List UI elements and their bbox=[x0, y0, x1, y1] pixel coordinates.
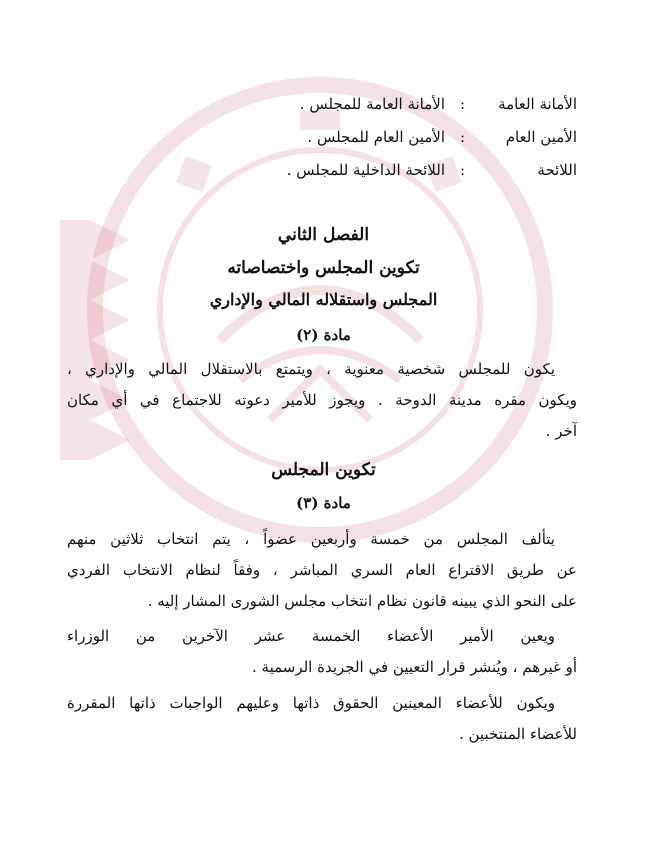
paragraph-line: عن طريق الاقتراع العام السري المباشر ، وفقاً لنظام الانتخاب الفردي bbox=[67, 561, 577, 579]
paragraph-line: ويكون للأعضاء المعينين الحقوق ذاتها وعليهم الواجبات ذاتها المقررة bbox=[67, 694, 555, 712]
definition-colon: : bbox=[459, 161, 465, 179]
paragraph-line: يكون للمجلس شخصية معنوية ، ويتمتع بالاستقلال المالي والإداري ، bbox=[67, 360, 555, 378]
paragraph-line: ويكون مقره مدينة الدوحة . ويجوز للأمير دعوته للاجتماع في أي مكان bbox=[67, 391, 577, 409]
paragraph-line: يتألف المجلس من خمسة وأربعين عضواً ، يتم انتخاب ثلاثين منهم bbox=[67, 530, 555, 548]
section-heading: تكوين المجلس bbox=[271, 460, 376, 480]
paragraph-line: أو غيرهم ، ويُنشر قرار التعيين في الجريدة الرسمية . bbox=[251, 658, 577, 676]
definition-description: الأمانة العامة للمجلس . bbox=[299, 95, 445, 113]
definition-term: الأمين العام bbox=[505, 128, 577, 146]
article-2-text bbox=[67, 354, 577, 447]
definition-term: الأمانة العامة bbox=[498, 95, 577, 113]
definition-description: اللائحة الداخلية للمجلس . bbox=[286, 161, 445, 179]
definition-colon: : bbox=[459, 128, 465, 146]
definition-description: الأمين العام للمجلس . bbox=[307, 128, 445, 146]
article-3-paragraph-1 bbox=[67, 524, 577, 617]
paragraph-line: آخر . bbox=[545, 422, 577, 440]
chapter-subtitle: المجلس واستقلاله المالي والإداري bbox=[209, 290, 438, 309]
article-3-paragraph-2 bbox=[67, 621, 577, 683]
definition-colon: : bbox=[459, 95, 465, 113]
article-heading: مادة (٢) bbox=[296, 326, 351, 344]
definition-term: اللائحة bbox=[537, 161, 577, 179]
chapter-heading: الفصل الثاني bbox=[277, 225, 370, 245]
paragraph-line: للأعضاء المنتخبين . bbox=[458, 725, 577, 743]
chapter-title: تكوين المجلس واختصاصاته bbox=[227, 258, 420, 278]
article-3-paragraph-3 bbox=[67, 688, 577, 750]
paragraph-line: على النحو الذي يبينه قانون نظام انتخاب مجلس الشورى المشار إليه . bbox=[147, 592, 577, 610]
article-heading: مادة (٣) bbox=[296, 494, 351, 512]
paragraph-line: ويعين الأمير الأعضاء الخمسة عشر الآخرين من الوزراء bbox=[67, 627, 555, 645]
